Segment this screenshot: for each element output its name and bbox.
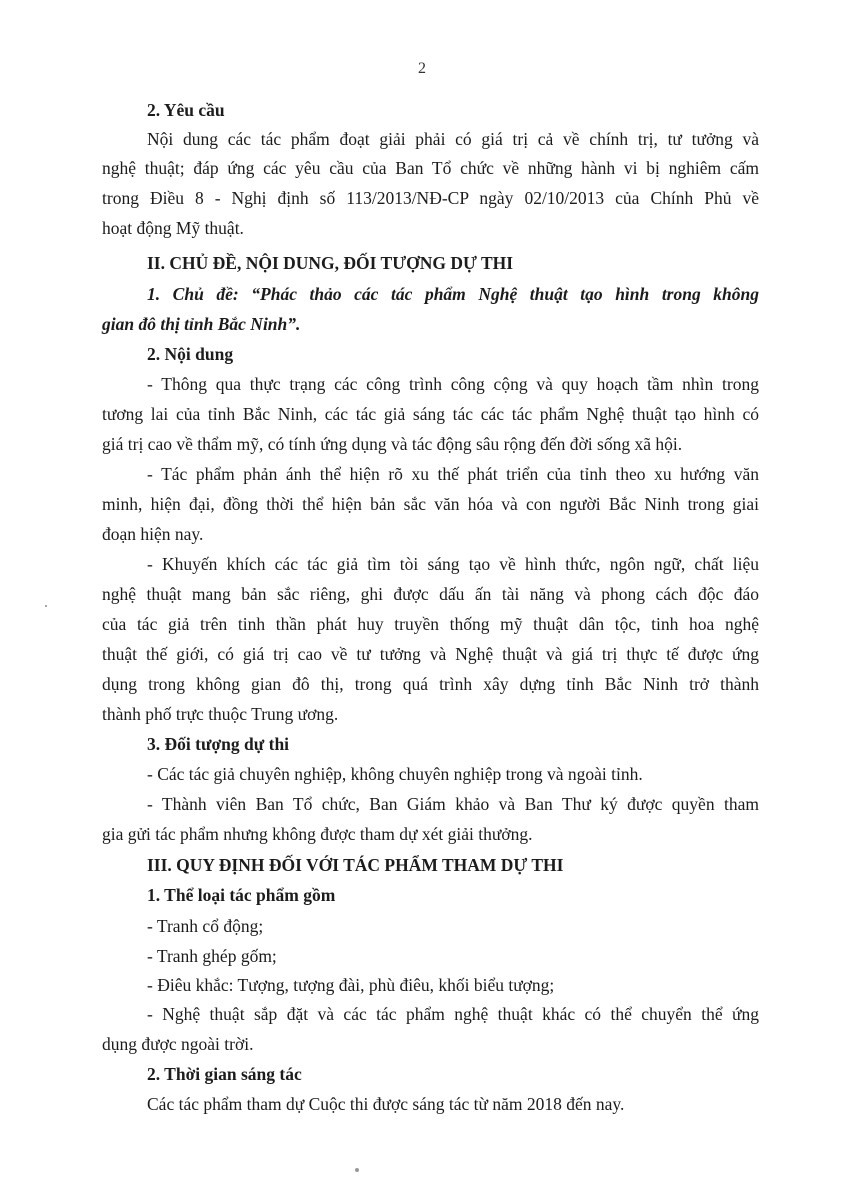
scan-dot	[355, 1168, 359, 1172]
heading-requirements: 2. Yêu cầu	[147, 100, 225, 120]
list-item: - Tranh cổ động;	[147, 916, 264, 936]
paragraph-line: giá trị cao về thẩm mỹ, có tính ứng dụng và tác động sâu rộng đến đời sống xã hội.	[102, 434, 683, 454]
paragraph-line: thuật thế giới, có giá trị cao về tư tưởng và Nghệ thuật và giá trị thực tế được ứng	[102, 644, 759, 664]
paragraph-line: thành phố trực thuộc Trung ương.	[102, 704, 339, 724]
paragraph-line: nghệ thuật mang bản sắc riêng, ghi được dấu ấn tài năng và phong cách độc đáo	[102, 584, 759, 604]
page-number: 2	[418, 60, 426, 77]
paragraph-line: - Các tác giả chuyên nghiệp, không chuyên nghiệp trong và ngoài tỉnh.	[147, 764, 643, 784]
paragraph-line: trong Điều 8 - Nghị định số 113/2013/NĐ-CP ngày 02/10/2013 của Chính Phủ về	[102, 188, 759, 208]
section-heading-ii: II. CHỦ ĐỀ, NỘI DUNG, ĐỐI TƯỢNG DỰ THI	[147, 253, 514, 273]
heading-content: 2. Nội dung	[147, 344, 234, 364]
heading-genres: 1. Thể loại tác phẩm gồm	[147, 885, 336, 905]
paragraph-line: hoạt động Mỹ thuật.	[102, 218, 244, 238]
section-heading-iii: III. QUY ĐỊNH ĐỐI VỚI TÁC PHẨM THAM DỰ THI	[147, 855, 564, 875]
paragraph-line: - Khuyến khích các tác giả tìm tòi sáng tạo về hình thức, ngôn ngữ, chất liệu	[147, 554, 759, 574]
paragraph-line: gia gửi tác phẩm nhưng không được tham dự xét giải thưởng.	[102, 824, 533, 844]
paragraph-line: dụng trong không gian đô thị, trong quá trình xây dựng tỉnh Bắc Ninh trở thành	[102, 674, 759, 694]
paragraph-line: của tác giả trên tinh thần phát huy truyền thống mỹ thuật dân tộc, tinh hoa nghệ	[102, 614, 759, 634]
paragraph-line: Nội dung các tác phẩm đoạt giải phải có giá trị cả về chính trị, tư tưởng và	[147, 129, 759, 149]
list-item: - Nghệ thuật sắp đặt và các tác phẩm nghệ thuật khác có thể chuyển thể ứng	[147, 1004, 759, 1024]
paragraph-line: minh, hiện đại, đồng thời thể hiện bản sắc văn hóa và con người Bắc Ninh trong giai	[102, 494, 759, 514]
heading-participants: 3. Đối tượng dự thi	[147, 734, 290, 754]
theme-line: 1. Chủ đề: “Phác thảo các tác phẩm Nghệ thuật tạo hình trong không	[147, 284, 759, 304]
heading-creation-time: 2. Thời gian sáng tác	[147, 1064, 302, 1084]
paragraph-line: tương lai của tỉnh Bắc Ninh, các tác giả sáng tác các tác phẩm Nghệ thuật tạo hình có	[102, 404, 759, 424]
list-item: dụng được ngoài trời.	[102, 1034, 254, 1054]
list-item: - Tranh ghép gốm;	[147, 946, 277, 966]
paragraph-line: - Tác phẩm phản ánh thể hiện rõ xu thế phát triển của tỉnh theo xu hướng văn	[147, 464, 759, 484]
paragraph-line: - Thành viên Ban Tổ chức, Ban Giám khảo và Ban Thư ký được quyền tham	[147, 794, 759, 814]
theme-line: gian đô thị tỉnh Bắc Ninh”.	[102, 314, 301, 334]
paragraph-line: đoạn hiện nay.	[102, 524, 204, 544]
list-item: - Điêu khắc: Tượng, tượng đài, phù điêu, khối biểu tượng;	[147, 975, 555, 995]
paragraph-line: - Thông qua thực trạng các công trình công cộng và quy hoạch tầm nhìn trong	[147, 374, 759, 394]
paragraph-line: nghệ thuật; đáp ứng các yêu cầu của Ban Tổ chức về những hành vi bị nghiêm cấm	[102, 158, 759, 178]
paragraph-line: Các tác phẩm tham dự Cuộc thi được sáng tác từ năm 2018 đến nay.	[147, 1094, 625, 1114]
scan-speck	[45, 605, 47, 607]
